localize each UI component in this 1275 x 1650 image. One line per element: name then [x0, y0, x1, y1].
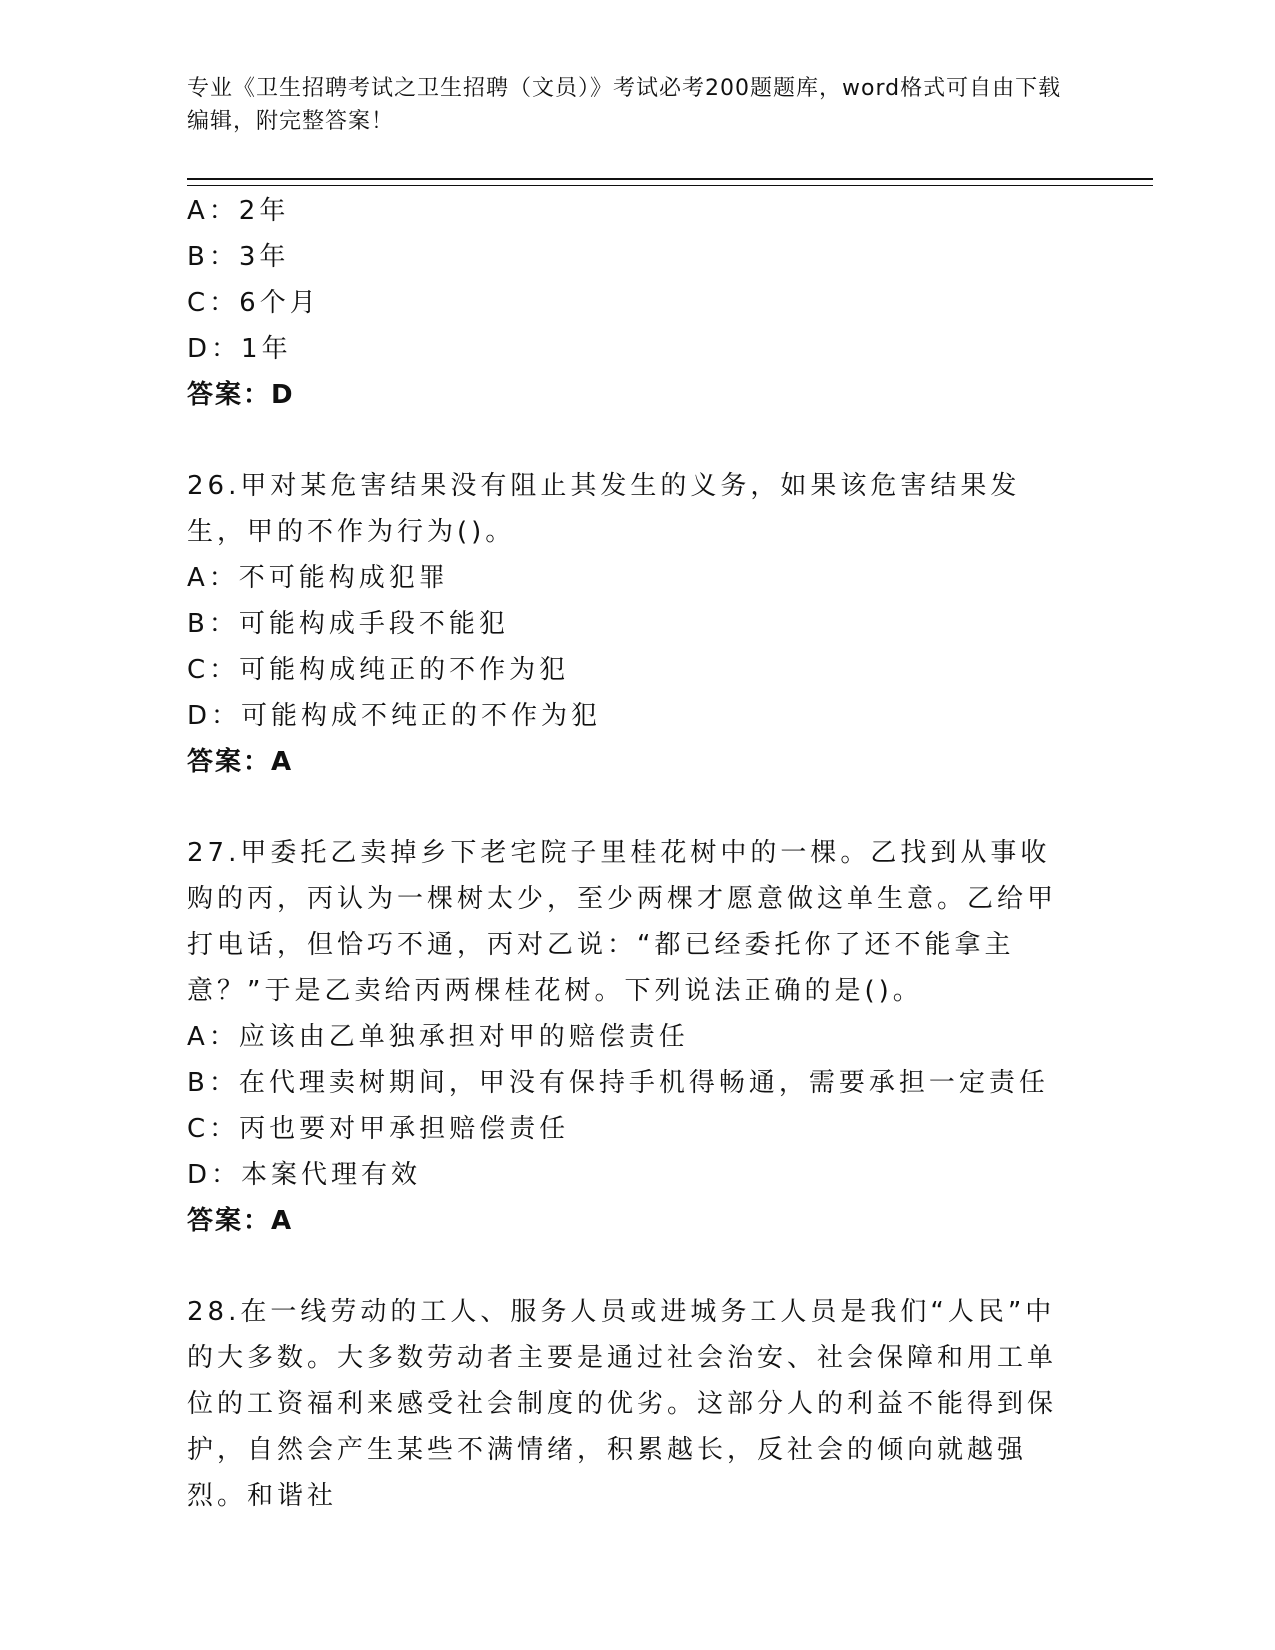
q26-option-d: D：可能构成不纯正的不作为犯 [187, 701, 602, 731]
q27-stem: 27.甲委托乙卖掉乡下老宅院子里桂花树中的一棵。乙找到从事收购的丙，丙认为一棵树太少，至少两棵才愿意做这单生意。乙给甲打电话，但恰巧不通，丙对乙说：“都已经委托你了还不能拿主意？”于是乙卖给丙两棵桂花树。下列说法正确的是()。 [187, 838, 1058, 1006]
spacer [187, 418, 1087, 463]
q27-option-d: D：本案代理有效 [187, 1160, 422, 1190]
q25-answer: 答案：D [187, 380, 295, 410]
question-25-block [187, 188, 1087, 418]
spacer [187, 785, 1087, 830]
q28-stem: 28.在一线劳动的工人、服务人员或进城务工人员是我们“人民”中的大多数。大多数劳动者主要是通过社会治安、社会保障和用工单位的工资福利来感受社会制度的优劣。这部分人的利益不能得到保护，自然会产生某些不满情绪，积累越长，反社会的倾向就越强烈。和谐社 [187, 1297, 1058, 1511]
q25-option-c: C：6个月 [187, 288, 320, 318]
question-list [187, 188, 1087, 1519]
q26-option-a: A：不可能构成犯罪 [187, 563, 449, 593]
question-26-block [187, 463, 1087, 785]
q27-option-b: B：在代理卖树期间，甲没有保持手机得畅通，需要承担一定责任 [187, 1068, 1049, 1098]
question-28-block [187, 1289, 1087, 1519]
q26-answer: 答案：A [187, 747, 294, 777]
q27-answer: 答案：A [187, 1206, 294, 1236]
spacer [187, 1244, 1087, 1289]
q25-option-d: D：1年 [187, 334, 292, 364]
q27-option-c: C：丙也要对甲承担赔偿责任 [187, 1114, 570, 1144]
question-27-block [187, 830, 1087, 1244]
document-header: 专业《卫生招聘考试之卫生招聘（文员）》考试必考200题题库，word格式可自由下载编辑，附完整答案！ [187, 76, 1062, 134]
q26-option-b: B：可能构成手段不能犯 [187, 609, 509, 639]
header-divider [187, 178, 1153, 186]
q26-stem: 26.甲对某危害结果没有阻止其发生的义务，如果该危害结果发生，甲的不作为行为()。 [187, 471, 1021, 547]
q26-option-c: C：可能构成纯正的不作为犯 [187, 655, 570, 685]
q27-option-a: A：应该由乙单独承担对甲的赔偿责任 [187, 1022, 689, 1052]
q25-option-b: B：3年 [187, 242, 290, 272]
q25-option-a: A：2年 [187, 196, 290, 226]
